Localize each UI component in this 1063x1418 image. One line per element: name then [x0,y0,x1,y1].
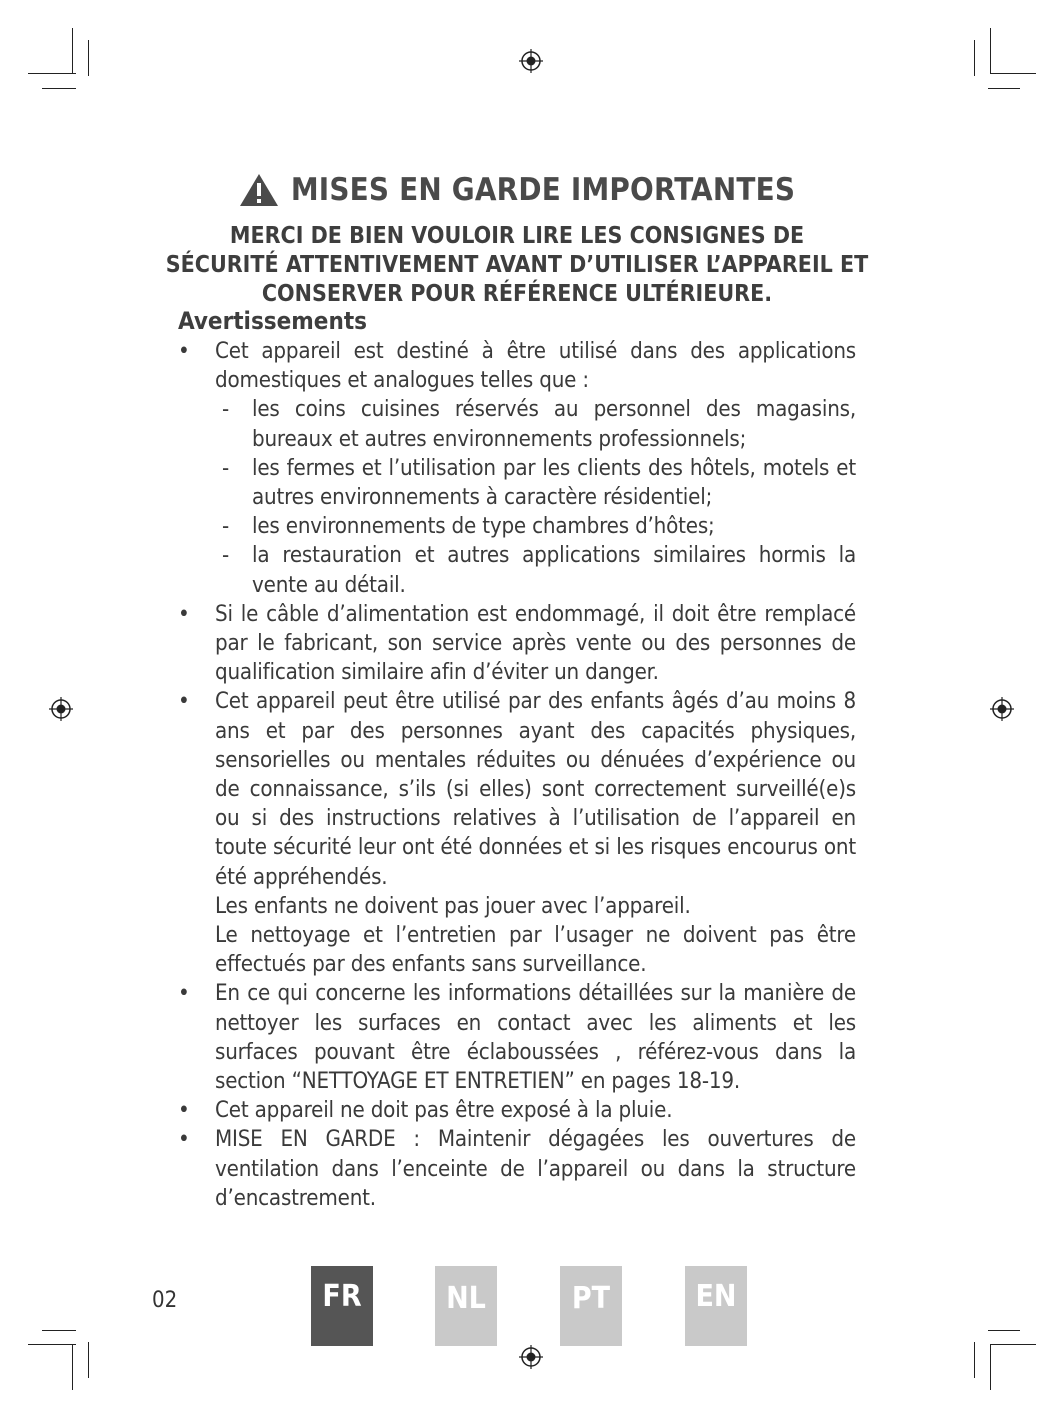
list-item: • Cet appareil ne doit pas être exposé à la pluie. [178,1096,856,1125]
registration-mark-icon [519,49,543,73]
crop-mark [28,73,76,74]
crop-mark [974,1342,975,1378]
language-tab-pt[interactable]: PT [560,1266,622,1346]
language-tab-nl[interactable]: NL [435,1266,497,1346]
crop-mark [990,1344,991,1390]
page-title [178,168,856,212]
sub-list-item: - la restauration et autres applications similaires hormis la vente au détail. [178,541,856,599]
crop-mark [42,1330,76,1331]
sub-list-item: - les environnements de type chambres d’hôtes; [178,512,856,541]
title-text: MISES EN GARDE IMPORTANTES [290,172,796,208]
registration-mark-icon [49,697,73,721]
crop-mark [974,40,975,76]
crop-mark [990,73,1036,74]
list-item: • MISE EN GARDE : Maintenir dégagées les ouvertures de ventilation dans l’enceinte de l’appareil ou dans la structure d’encastrement. [178,1125,856,1213]
sub-list-item: - les coins cuisines réservés au personnel des magasins, bureaux et autres environnements professionnels; [178,395,856,453]
list-item: • Si le câble d’alimentation est endommagé, il doit être remplacé par le fabricant, son service après vente ou des personnes de qualification similaire afin d’éviter un danger. [178,600,856,688]
sub-list-item: - les fermes et l’utilisation par les clients des hôtels, motels et autres environnements à caractère résidentiel; [178,454,856,512]
subtitle-line: SÉCURITÉ ATTENTIVEMENT AVANT D’UTILISER L’APPAREIL ET [165,252,869,278]
subtitle-line: CONSERVER POUR RÉFÉRENCE ULTÉRIEURE. [261,281,773,307]
warnings-list [178,337,856,1213]
crop-mark [72,28,73,74]
subtitle [160,222,874,309]
crop-mark [72,1344,73,1390]
language-tab-fr[interactable]: FR [311,1266,373,1346]
warning-triangle-icon [239,173,279,207]
crop-mark [88,1342,89,1378]
page-number: 02 [152,1288,178,1313]
crop-mark [988,1330,1020,1331]
section-heading: Avertissements [178,307,368,335]
registration-mark-icon [519,1345,543,1369]
crop-mark [990,28,991,74]
subtitle-line: MERCI DE BIEN VOULOIR LIRE LES CONSIGNES DE [229,223,805,249]
registration-mark-icon [990,697,1014,721]
crop-mark [28,1344,76,1345]
crop-mark [990,1344,1036,1345]
crop-mark [42,88,76,89]
crop-mark [88,40,89,76]
list-item-paragraph: Les enfants ne doivent pas jouer avec l’appareil. [215,892,691,919]
list-item: • En ce qui concerne les informations détaillées sur la manière de nettoyer les surfaces en contact avec les aliments et les surfaces pouvant être éclaboussées , référez-vous dans la section “NETTOYAGE ET ENTRETIEN” en pages 18-19. [178,979,856,1096]
list-item: • Cet appareil est destiné à être utilisé dans des applications domestiques et analogues telles que : [178,337,856,395]
language-tab-en[interactable]: EN [685,1266,747,1346]
list-item-paragraph: Le nettoyage et l’entretien par l’usager ne doivent pas être effectués par des enfants sans surveillance. [215,922,856,978]
list-item: • Cet appareil peut être utilisé par des enfants âgés d’au moins 8 ans et par des personnes ayant des capacités physiques, sensorielles ou mentales réduites ou dénuées d’expérience ou de connaissance, s’ils (si elles) sont correctement surveillé(e)s ou si des instructions relatives à l’utilisation de l’appareil en toute sécurité leur ont été données et si les risques encourus ont été appréhendés. [178,687,856,891]
crop-mark [988,88,1020,89]
